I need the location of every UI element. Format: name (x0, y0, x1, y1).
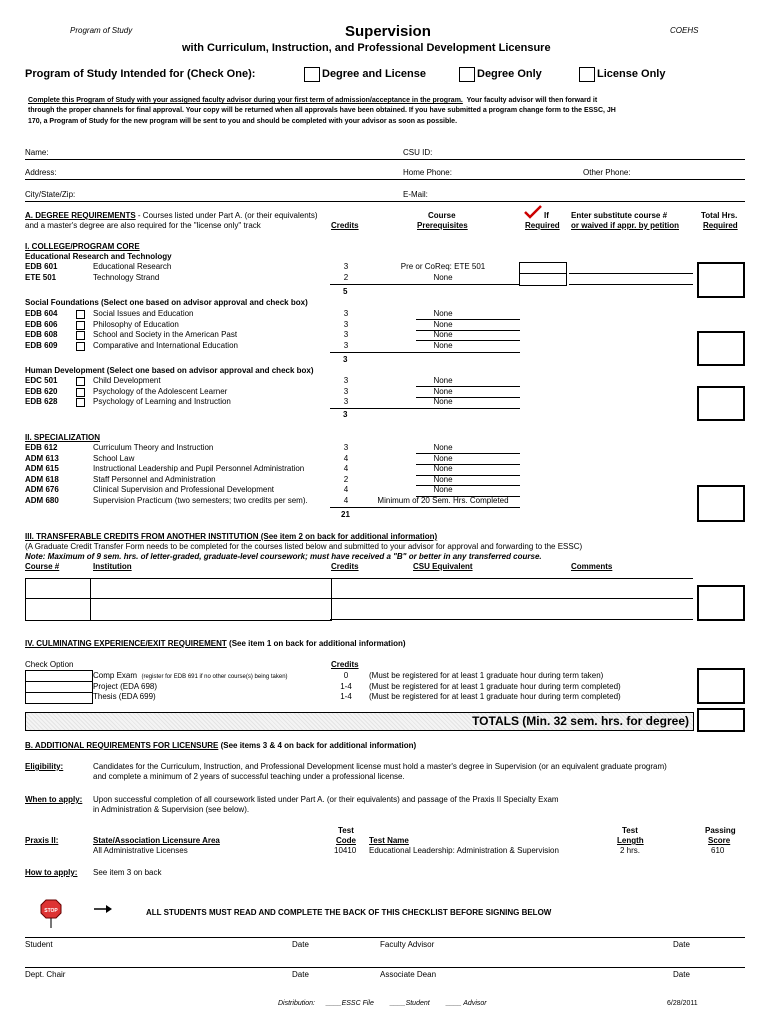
instructions-line2: through the proper channels for final approval. Your copy will be returned when all approvals have been obtained. If you have submitted a program change form to the ESSC, JH (28, 107, 616, 114)
degree-and-license-checkbox[interactable] (304, 67, 320, 82)
city-line[interactable] (25, 201, 745, 202)
course-code: EDB 620 (25, 386, 58, 396)
course-checkbox[interactable] (76, 342, 85, 351)
test-length: 2 hrs. (620, 846, 641, 855)
prereq-value: None (433, 330, 453, 340)
spec-credits (340, 443, 352, 507)
section-b-rest: (See items 3 & 4 on back for additional information) (218, 741, 417, 750)
divider (416, 496, 520, 497)
core-subheading: Educational Research and Technology (25, 252, 172, 261)
course-checkbox[interactable] (76, 398, 85, 407)
course-header: Course (428, 211, 456, 220)
credit-value: 3 (343, 309, 349, 318)
test-length-header: Test (622, 826, 638, 835)
page-subtitle: with Curriculum, Instruction, and Professional Development Licensure (182, 42, 551, 54)
how-text: See item 3 on back (93, 868, 162, 877)
program-of-study-label: Program of Study (70, 26, 133, 35)
course-checkbox[interactable] (76, 331, 85, 340)
option-thesis: Thesis (EDA 699) (93, 692, 156, 701)
divider (416, 386, 520, 387)
code-header: Code (336, 836, 356, 845)
spec-total: 21 (341, 510, 350, 519)
name-line[interactable] (25, 159, 745, 160)
credit-value: 4 (343, 464, 349, 474)
total-header2: Required (703, 221, 738, 230)
culminating-credits-label: Credits (331, 660, 359, 669)
eligibility-label: Eligibility: (25, 762, 64, 771)
culminating-rest: (See item 1 on back for additional information) (226, 639, 406, 648)
course-title: School and Society in the American Past (93, 330, 238, 340)
credit-value: 2 (343, 272, 349, 282)
degree-and-license-label: Degree and License (322, 68, 426, 80)
culminating-heading (25, 639, 406, 649)
total-header: Total Hrs. (701, 211, 738, 220)
course-checkbox[interactable] (76, 310, 85, 319)
stop-sign-icon (40, 899, 62, 929)
divider (25, 692, 92, 693)
instructions-underlined: Complete this Program of Study with your assigned faculty advisor during your first term of admission/acceptance in the program. (28, 97, 463, 104)
csu-id-label: CSU ID: (403, 148, 433, 157)
credit-value: 3 (343, 376, 349, 385)
when-label: When to apply: (25, 795, 83, 804)
course-code: EDB 606 (25, 319, 58, 329)
section-b-heading (25, 741, 416, 751)
divider (330, 578, 693, 579)
transfer-heading: III. TRANSFERABLE CREDITS FROM ANOTHER INSTITUTION (See item 2 on back for additional information) (25, 532, 438, 541)
course-title: Clinical Supervision and Professional Development (93, 485, 274, 495)
divider (330, 284, 520, 285)
spec-heading: II. SPECIALIZATION (25, 433, 100, 442)
core-required-box-2[interactable] (519, 273, 567, 286)
org-label: COEHS (670, 26, 699, 35)
course-code: EDB 608 (25, 330, 58, 340)
license-only-checkbox[interactable] (579, 67, 595, 82)
course-title: School Law (93, 453, 135, 463)
checkmark-icon (523, 205, 543, 219)
divider (416, 319, 520, 320)
prereq-value: None (433, 474, 453, 484)
comp-exam-label: Comp Exam (93, 671, 138, 680)
credit-value: 3 (343, 397, 349, 407)
prereq-value: None (433, 485, 453, 495)
course-checkbox[interactable] (76, 377, 85, 386)
human-heading: Human Development (Select one based on advisor approval and check box) (25, 366, 314, 375)
course-title: Psychology of the Adolescent Learner (93, 386, 228, 396)
transfer-note: Note: Maximum of 9 sem. hrs. of letter-graded, graduate-level coursework; must have received a "B" or better in any transferred course. (25, 552, 542, 561)
distribution-label: Distribution: (278, 1000, 315, 1007)
enter-header2: or waived if appr. by petition (571, 221, 680, 230)
course-title: Philosophy of Education (93, 319, 179, 329)
required-header: Required (525, 221, 560, 230)
divider (416, 453, 520, 454)
transfer-col-institution: Institution (93, 562, 132, 571)
totals-label: TOTALS (Min. 32 sem. hrs. for degree) (472, 714, 689, 728)
divider (330, 352, 520, 353)
credit-value: 3 (343, 319, 349, 329)
how-label: How to apply: (25, 868, 78, 877)
course-title: Child Development (93, 376, 161, 385)
arrow-right-icon (93, 904, 113, 914)
divider (416, 485, 520, 486)
prereq-value: Minimum of 20 Sem. Hrs. Completed (377, 495, 509, 505)
instructions-line3: 170, a Program of Study for the new program will be sent to you and should be completed with your advisor as soon as possible. (28, 118, 458, 125)
social-total: 3 (343, 355, 348, 364)
core-total-box[interactable] (697, 262, 745, 298)
address-line[interactable] (25, 179, 745, 180)
prereq-value: Pre or CoReq: ETE 501 (400, 262, 486, 271)
transfer-total-box[interactable] (697, 585, 745, 621)
culminating-total-box[interactable] (697, 668, 745, 704)
section-b-title: B. ADDITIONAL REQUIREMENTS FOR LICENSURE (25, 741, 219, 750)
option-check-box[interactable] (25, 670, 93, 704)
option-project: Project (EDA 698) (93, 682, 158, 691)
transfer-course-box[interactable] (25, 578, 93, 621)
divider (330, 408, 520, 409)
section-a-title: A. DEGREE REQUIREMENTS (25, 211, 136, 220)
address-label: Address: (25, 168, 57, 177)
course-code: ADM 676 (25, 485, 59, 495)
course-title: Psychology of Learning and Instruction (93, 397, 231, 407)
course-code: ETE 501 (25, 272, 57, 282)
divider (25, 598, 330, 599)
credit-value: 4 (343, 485, 349, 495)
enter-header: Enter substitute course # (571, 211, 668, 220)
transfer-col-course: Course # (25, 562, 60, 571)
course-title: Staff Personnel and Administration (93, 474, 216, 484)
grand-total-box[interactable] (697, 708, 745, 732)
human-codes (25, 376, 57, 408)
when-line2: in Administration & Supervision (see below). (93, 805, 250, 814)
section-a-desc2: and a master's degree are also required for the "license only" track (25, 221, 261, 230)
credit-value: 1-4 (340, 692, 352, 701)
prereq-value: None (433, 443, 453, 452)
divider (330, 598, 693, 599)
course-title: Social Issues and Education (93, 309, 194, 318)
eligibility-line2: and complete a minimum of 2 years of successful teaching under a professional license. (93, 772, 405, 781)
section-a-heading (25, 211, 318, 221)
divider (330, 619, 693, 620)
degree-only-label: Degree Only (477, 68, 542, 80)
chair-date-label: Date (292, 970, 309, 979)
passing-score: 610 (711, 846, 725, 855)
human-total-box[interactable] (697, 386, 745, 421)
test-code: 10410 (334, 846, 357, 855)
prereq-value: None (433, 340, 453, 350)
course-title: Comparative and International Education (93, 340, 238, 350)
eligibility-line1: Candidates for the Curriculum, Instruction, and Professional Development license must hold a master's degree in Supervision (or an equivalent graduate program) (93, 762, 667, 771)
licensure-area: All Administrative Licenses (93, 846, 188, 855)
course-title: Educational Research (93, 262, 172, 271)
faculty-date-label: Date (673, 940, 690, 949)
prereq-value: None (433, 376, 453, 385)
course-title: Supervision Practicum (two semesters; two credits per sem). (93, 495, 308, 505)
student-date-label: Date (292, 940, 309, 949)
core-sub-line-1[interactable] (569, 273, 693, 274)
core-heading: I. COLLEGE/PROGRAM CORE (25, 242, 140, 251)
stop-sign-text: STOP (44, 908, 58, 914)
if-header: If (544, 211, 549, 220)
test-header: Test (338, 826, 354, 835)
prereq-value: None (433, 309, 453, 318)
city-label: City/State/Zip: (25, 190, 76, 199)
course-code: EDB 628 (25, 397, 58, 407)
spec-codes (25, 443, 59, 507)
chair-signature-label: Dept. Chair (25, 970, 66, 979)
option-note: (Must be registered for at least 1 graduate hour during term completed) (369, 692, 621, 701)
stop-message: ALL STUDENTS MUST READ AND COMPLETE THE BACK OF THIS CHECKLIST BEFORE SIGNING BELOW (146, 908, 552, 917)
test-name-header: Test Name (369, 836, 409, 845)
core-codes (25, 262, 57, 283)
email-label: E-Mail: (403, 190, 428, 199)
totals-bar (25, 712, 694, 731)
revision-date: 6/28/2011 (667, 1000, 698, 1007)
course-title: Instructional Leadership and Pupil Personnel Administration (93, 464, 305, 474)
transfer-line2: (A Graduate Credit Transfer Form needs to be completed for the courses listed below and submitted to your advisor for approval and forwarding to the ESSC) (25, 542, 583, 551)
home-phone-label: Home Phone: (403, 168, 452, 177)
social-credits (340, 309, 352, 351)
dean-signature-label: Associate Dean (380, 970, 437, 979)
divider (416, 340, 520, 341)
student-signature-label: Student (25, 940, 53, 949)
distribution-student: ____Student (390, 1000, 430, 1007)
credit-value: 3 (343, 340, 349, 350)
course-code: ADM 680 (25, 495, 59, 505)
course-code: EDB 601 (25, 262, 58, 271)
spec-titles (93, 443, 308, 507)
divider (416, 330, 520, 331)
length-header: Length (617, 836, 644, 845)
prereq-value: None (433, 397, 453, 407)
prereq-value: None (433, 453, 453, 463)
credit-value: 4 (343, 453, 349, 463)
divider (25, 681, 92, 682)
human-credits (340, 376, 352, 408)
course-code: ADM 618 (25, 474, 59, 484)
divider (416, 464, 520, 465)
divider (25, 967, 745, 968)
divider (330, 507, 520, 508)
divider (25, 937, 745, 938)
course-code: EDC 501 (25, 376, 58, 385)
course-checkbox[interactable] (76, 388, 85, 397)
divider (416, 475, 520, 476)
page-title: Supervision (345, 23, 431, 40)
social-titles (93, 309, 238, 351)
credit-value: 0 (343, 671, 349, 680)
credit-value: 1-4 (340, 681, 352, 691)
distribution-essc: ____ESSC File (326, 1000, 374, 1007)
human-titles (93, 376, 231, 408)
credit-value: 3 (343, 330, 349, 340)
test-name: Educational Leadership: Administration & Supervision (369, 846, 559, 855)
credit-value: 3 (343, 386, 349, 396)
distribution-advisor: ____ Advisor (446, 1000, 487, 1007)
course-code: ADM 613 (25, 453, 59, 463)
praxis-label: Praxis II: (25, 836, 59, 845)
course-code: EDB 604 (25, 309, 58, 318)
check-option-label: Check Option (25, 660, 74, 669)
license-only-label: License Only (597, 68, 666, 80)
intended-label: Program of Study Intended for (Check One): (25, 68, 256, 80)
core-sub-line-2[interactable] (569, 284, 693, 285)
culminating-title: IV. CULMINATING EXPERIENCE/EXIT REQUIREMENT (25, 639, 227, 648)
option-comp-exam (93, 671, 288, 681)
other-phone-label: Other Phone: (583, 168, 631, 177)
instructions-rest: Your faculty advisor will then forward it (466, 97, 598, 104)
area-header: State/Association Licensure Area (93, 836, 220, 845)
social-heading: Social Foundations (Select one based on advisor approval and check box) (25, 298, 308, 307)
prereq-value: None (433, 272, 453, 282)
when-line1: Upon successful completion of all coursework listed under Part A. (or their equivalents) and passage of the Praxis II Specialty Exam (93, 795, 559, 804)
divider (416, 397, 520, 398)
comp-exam-note: (register for EDB 691 if no other course(s) being taken) (141, 674, 288, 680)
social-total-box[interactable] (697, 331, 745, 366)
credit-value: 3 (343, 262, 349, 271)
option-note: (Must be registered for at least 1 graduate hour during term completed) (369, 681, 621, 691)
prereq-value: None (433, 319, 453, 329)
transfer-col-comments: Comments (571, 562, 613, 571)
core-credits (340, 262, 352, 283)
core-titles (93, 262, 171, 283)
course-code: EDB 609 (25, 340, 58, 350)
faculty-signature-label: Faculty Advisor (380, 940, 435, 949)
course-code: EDB 612 (25, 443, 58, 452)
core-prereqs (375, 262, 511, 283)
culminating-credits (336, 671, 356, 703)
transfer-col-credits: Credits (331, 562, 359, 571)
course-code: ADM 615 (25, 464, 59, 474)
prereq-value: None (433, 464, 453, 474)
core-total: 5 (343, 287, 348, 296)
transfer-institution-box[interactable] (90, 578, 332, 621)
score-header: Score (708, 836, 731, 845)
option-note: (Must be registered for at least 1 graduate hour during term taken) (369, 671, 604, 680)
prereq-value: None (433, 386, 453, 396)
dean-date-label: Date (673, 970, 690, 979)
prereq-header: Prerequisites (417, 221, 468, 230)
credits-header: Credits (331, 221, 359, 230)
human-total: 3 (343, 410, 348, 419)
human-prereqs (375, 376, 511, 408)
section-a-desc: - Courses listed under Part A. (or their equivalents) (135, 211, 318, 220)
social-codes (25, 309, 57, 351)
instructions (28, 96, 597, 105)
transfer-col-equiv: CSU Equivalent (413, 562, 473, 571)
course-title: Curriculum Theory and Instruction (93, 443, 214, 452)
credit-value: 4 (343, 495, 349, 505)
culminating-notes (369, 671, 621, 703)
credit-value: 3 (343, 443, 349, 452)
course-title: Technology Strand (93, 272, 160, 282)
spec-total-box[interactable] (697, 485, 745, 522)
name-label: Name: (25, 148, 49, 157)
passing-header: Passing (705, 826, 736, 835)
credit-value: 2 (343, 474, 349, 484)
course-checkbox[interactable] (76, 321, 85, 330)
degree-only-checkbox[interactable] (459, 67, 475, 82)
